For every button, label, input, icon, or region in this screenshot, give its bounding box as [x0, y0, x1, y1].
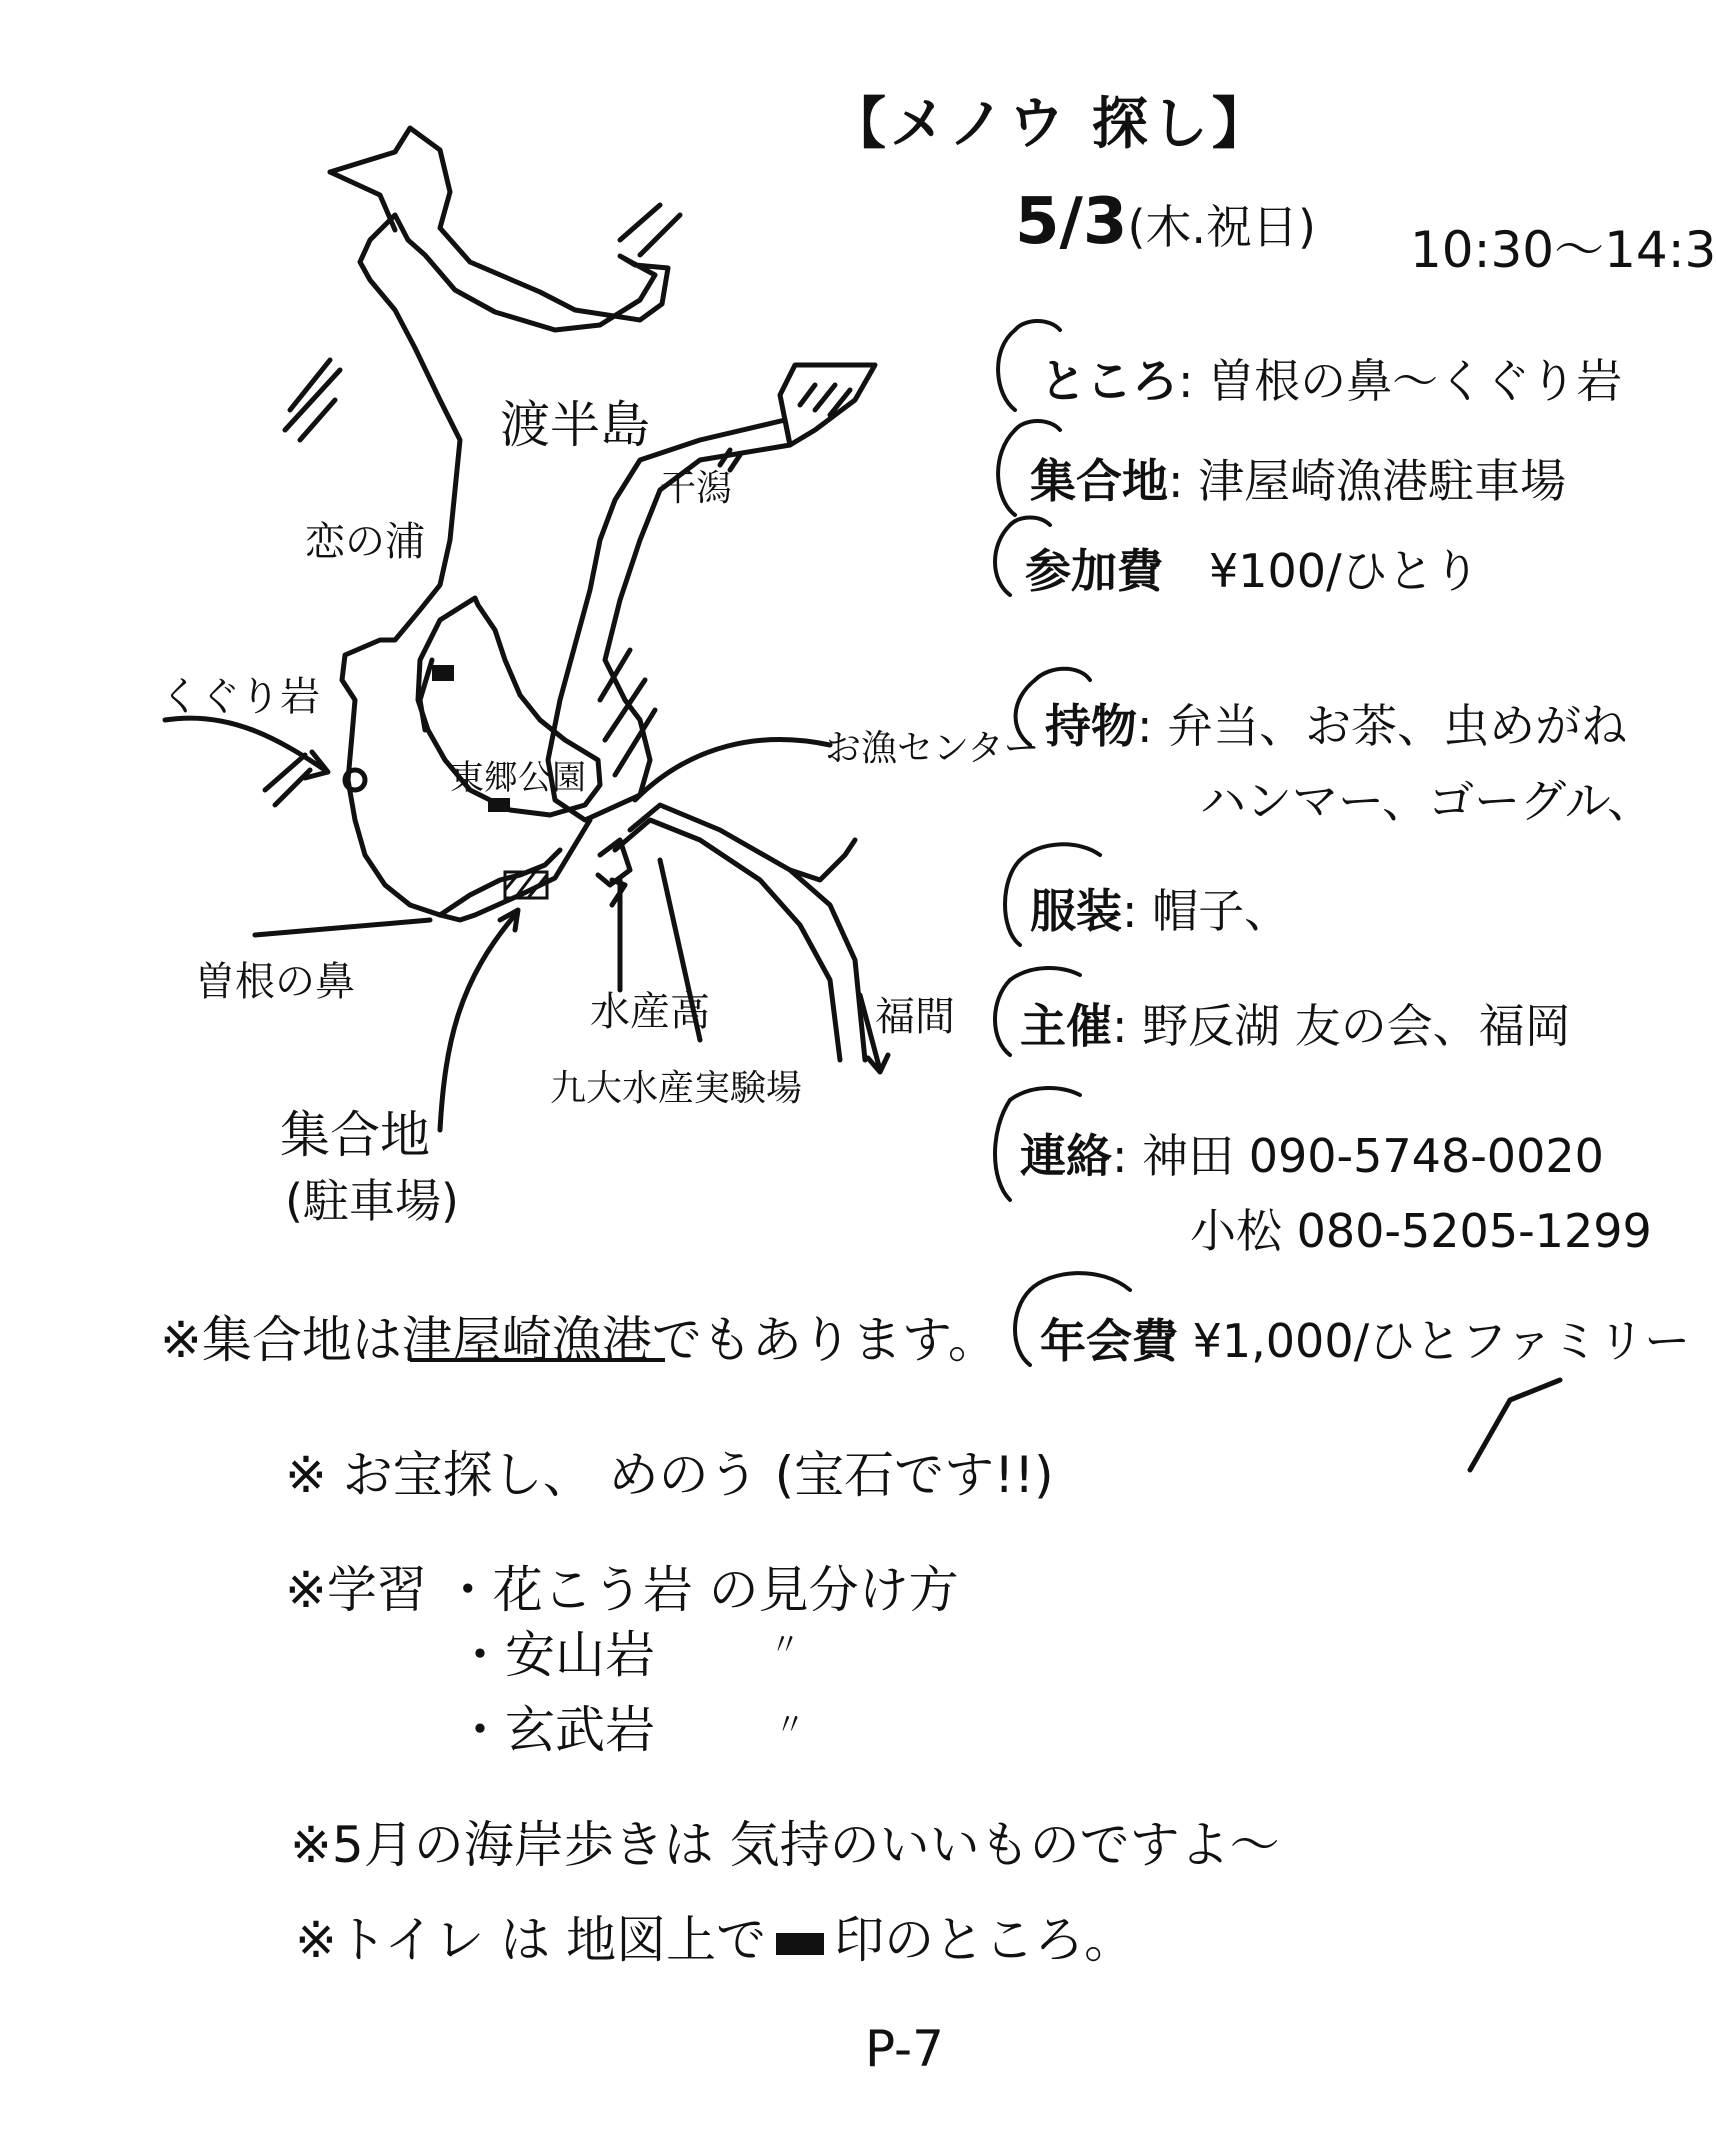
info-place: ところ: 曽根の鼻〜くぐり岩: [1040, 354, 1623, 408]
note-toilet: [295, 1900, 1134, 1972]
note-meeting-text: ※集合地は津屋崎漁港でもあります。: [160, 1311, 998, 1369]
info-annual: [1040, 1305, 1690, 1371]
map-label-koinoura: 恋の浦: [305, 519, 425, 565]
info-clothes: 服装: 帽子、: [1030, 884, 1291, 938]
map-label-kyudai: 九大水産実験場: [550, 1068, 803, 1109]
info-place-label: ところ: [1040, 354, 1178, 408]
info-items-value-2: ハンマー、ゴーグル、: [1200, 774, 1654, 828]
info-meeting: 集合地: 津屋崎漁港駐車場: [1030, 454, 1567, 508]
map-label-parking: (駐車場): [285, 1174, 459, 1228]
info-contact: 連絡: 神田 090-5748-0020: [1020, 1129, 1604, 1183]
info-host: 主催: 野反湖 友の会、福岡: [1020, 999, 1571, 1053]
info-contact-value-1: 神田 090-5748-0020: [1142, 1129, 1604, 1183]
page-title: 【メノウ 探し】: [830, 92, 1272, 157]
info-contact-label: 連絡: [1020, 1129, 1112, 1183]
info-fee-label: 参加費: [1025, 544, 1163, 598]
note-toilet-text-2: 印のところ。: [834, 1911, 1135, 1969]
map-label-sone: 曽根の鼻: [195, 959, 355, 1005]
info-fee-value: ¥100/ひとり: [1209, 544, 1480, 598]
toilet-marker-1: [432, 665, 454, 681]
map-label-park: 東郷公園: [450, 758, 586, 798]
map-label-meeting: 集合地: [280, 1106, 430, 1164]
info-host-label: 主催: [1020, 999, 1112, 1053]
higata-box: [780, 365, 875, 445]
toilet-marker-2: [488, 798, 510, 812]
event-date-day: (木.祝日): [1127, 200, 1316, 254]
ditto-mark-2: 〃: [775, 1708, 805, 1743]
note-walk: ※5月の海岸歩きは 気持のいいものですよ〜: [290, 1816, 1280, 1874]
event-date-value: 5/3: [1015, 185, 1128, 259]
info-clothes-label: 服装: [1030, 884, 1122, 938]
info-meeting-label: 集合地: [1030, 454, 1168, 508]
info-place-value: 曽根の鼻〜くぐり岩: [1208, 354, 1623, 408]
ditto-mark-1: 〃: [770, 1628, 800, 1663]
info-items-value-1: 弁当、お茶、虫めがね: [1167, 699, 1628, 753]
map-label-suisan: 水産高: [590, 989, 710, 1035]
map-label-fukuma: 福間: [875, 994, 955, 1040]
info-items-label: 持物: [1045, 699, 1137, 753]
info-fee: [1025, 535, 1480, 601]
map-label-center: お漁センター: [825, 728, 1040, 769]
page-number: P-7: [865, 2020, 944, 2078]
info-host-value: 野反湖 友の会、福岡: [1142, 999, 1571, 1053]
map-label-higata: 干潟: [660, 468, 733, 509]
note-toilet-text-1: ※トイレ は 地図上で: [295, 1911, 767, 1969]
event-time: 10:30〜14:3: [1410, 221, 1716, 279]
event-date: [1015, 185, 1316, 259]
note-study-andesite: ・安山岩: [455, 1626, 655, 1684]
info-annual-value: ¥1,000/ひとファミリー: [1192, 1314, 1691, 1368]
note-study: ※学習 ・花こう岩 の見分け方: [285, 1561, 959, 1619]
note-study-basalt: ・玄武岩: [455, 1701, 655, 1759]
info-items: 持物: 弁当、お茶、虫めがね: [1045, 699, 1628, 753]
note-meeting-underline: [410, 1358, 665, 1362]
toilet-legend-icon: [776, 1933, 824, 1955]
info-annual-label: 年会費: [1040, 1314, 1178, 1368]
map-label-kuguri: くぐり岩: [160, 674, 320, 720]
info-clothes-value: 帽子、: [1152, 884, 1291, 938]
note-treasure: ※ お宝探し、 めのう (宝石です!!): [285, 1446, 1054, 1504]
info-meeting-value: 津屋崎漁港駐車場: [1198, 454, 1567, 508]
map-label-island: 渡半島: [500, 396, 650, 454]
info-contact-value-2: 小松 080-5205-1299: [1190, 1204, 1652, 1258]
